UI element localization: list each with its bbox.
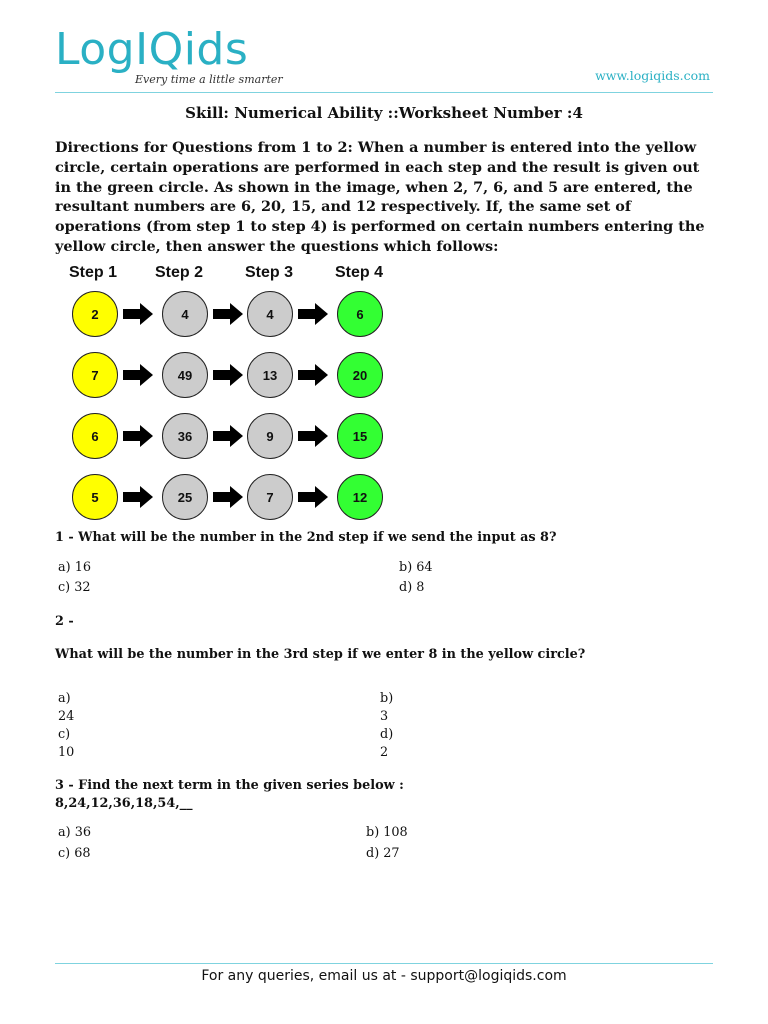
arrow-icon	[213, 425, 243, 447]
circle-row3-step4: 15	[337, 413, 383, 459]
q2-option-a[interactable]	[58, 690, 74, 726]
circle-row3-step2: 36	[162, 413, 208, 459]
question-3: 3 - Find the next term in the given series below :	[55, 778, 404, 793]
arrow-icon	[123, 486, 153, 508]
q1-option-a[interactable]: a) 16	[58, 560, 91, 575]
arrow-icon	[123, 364, 153, 386]
logo	[55, 24, 283, 86]
site-url-link[interactable]: www.logiqids.com	[595, 68, 710, 83]
q3-option-b[interactable]: b) 108	[366, 825, 408, 840]
circle-row4-step2: 25	[162, 474, 208, 520]
step-label-4: Step 4	[335, 264, 384, 281]
circle-row2-step1: 7	[72, 352, 118, 398]
circle-row2-step4: 20	[337, 352, 383, 398]
step-label-2: Step 2	[155, 264, 204, 281]
q2-option-b-value: 3	[380, 709, 389, 724]
q2-option-d[interactable]	[380, 726, 393, 762]
circle-row3-step3: 9	[247, 413, 293, 459]
footer-contact: For any queries, email us at - support@logiqids.com	[201, 968, 567, 984]
q1-option-d[interactable]: d) 8	[399, 580, 425, 595]
circle-row4-step4: 12	[337, 474, 383, 520]
q1-option-c[interactable]: c) 32	[58, 580, 91, 595]
directions-text: Directions for Questions from 1 to 2: When a number is entered into the yellow circle, certain operations are performed in each step and the result is given out in the green circle. As shown in the image, when 2, 7, 6, and 5 are entered, the resultant numbers are 6, 20, 15, and 12 respectively. If, the same set of operations (from step 1 to step 4) is performed on certain numbers entering the yellow circle, then answer the questions which follows:	[55, 139, 705, 255]
q2-option-d-label: d)	[380, 727, 394, 742]
circle-row4-step1: 5	[72, 474, 118, 520]
circle-row2-step3: 13	[247, 352, 293, 398]
q2-option-b-label: b)	[380, 691, 394, 706]
q1-option-b[interactable]: b) 64	[399, 560, 433, 575]
arrow-icon	[123, 303, 153, 325]
arrow-icon	[213, 486, 243, 508]
q2-option-a-value: 24	[58, 709, 75, 724]
tagline: Every time a little smarter	[135, 73, 283, 86]
arrow-icon	[298, 303, 328, 325]
step-label-3: Step 3	[245, 264, 294, 281]
q2-option-d-value: 2	[380, 745, 389, 760]
header-divider	[55, 92, 713, 93]
circle-row4-step3: 7	[247, 474, 293, 520]
q3-option-a[interactable]: a) 36	[58, 825, 91, 840]
question-2: What will be the number in the 3rd step if we enter 8 in the yellow circle?	[55, 647, 586, 662]
q2-option-c-value: 10	[58, 745, 75, 760]
arrow-icon	[298, 364, 328, 386]
q2-option-c-label: c)	[58, 727, 71, 742]
circle-row1-step3: 4	[247, 291, 293, 337]
logo-text: LogIQids	[55, 24, 249, 75]
worksheet-title: Skill: Numerical Ability ::Worksheet Number :4	[185, 104, 583, 122]
question-3-series: 8,24,12,36,18,54,__	[55, 796, 193, 811]
arrow-icon	[123, 425, 153, 447]
arrow-icon	[213, 303, 243, 325]
operations-diagram	[55, 258, 415, 523]
arrow-icon	[298, 486, 328, 508]
question-1: 1 - What will be the number in the 2nd step if we send the input as 8?	[55, 530, 557, 545]
step-label-1: Step 1	[69, 264, 118, 281]
arrow-icon	[298, 425, 328, 447]
circle-row3-step1: 6	[72, 413, 118, 459]
circle-row1-step2: 4	[162, 291, 208, 337]
q3-option-c[interactable]: c) 68	[58, 846, 91, 861]
circle-row2-step2: 49	[162, 352, 208, 398]
q2-option-a-label: a)	[58, 691, 71, 706]
q2-option-c[interactable]	[58, 726, 74, 762]
arrow-icon	[213, 364, 243, 386]
question-2-number: 2 -	[55, 614, 74, 629]
q3-option-d[interactable]: d) 27	[366, 846, 400, 861]
q2-option-b[interactable]	[380, 690, 393, 726]
circle-row1-step1: 2	[72, 291, 118, 337]
circle-row1-step4: 6	[337, 291, 383, 337]
footer-divider	[55, 963, 713, 964]
